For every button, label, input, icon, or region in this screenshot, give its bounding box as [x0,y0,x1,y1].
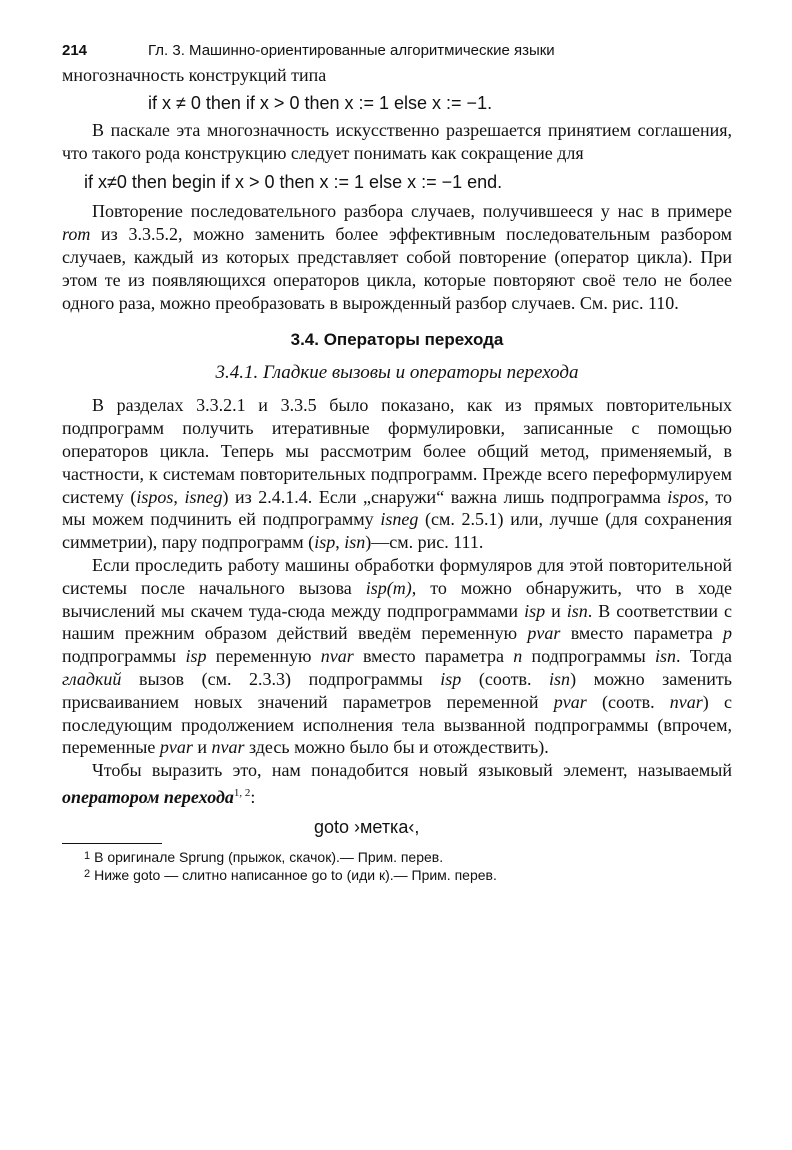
text: (см. 2.5.1) или, лучше (для сохранения симметрии), пару подпрограмм ( [62,509,732,553]
text: вызов (см. 2.3.3) подпрограммы [121,668,441,689]
text: , то можно обнаружить, что в ходе вычислений мы скачем туда-сюда между подпрограммами [62,577,732,621]
identifier: isp [185,646,207,667]
identifier: isneg [380,509,419,530]
identifier: nvar [669,691,703,712]
identifier: ispos [136,486,174,507]
running-header [62,38,732,64]
text: )—см. рис. 111. [365,532,484,553]
term-goto-operator: оператором перехода [62,786,234,807]
identifier: isn [566,600,588,621]
subsection-title: 3.4.1. Гладкие вызовы и операторы перехода [215,362,579,384]
text: (соотв. [461,668,550,689]
text: подпрограммы [62,646,186,667]
page-number: 214 [62,42,88,59]
identifier-rom: rom [62,224,91,245]
formula-2: if x≠0 then begin if x > 0 then x := 1 else x := −1 end. [84,172,503,193]
identifier: pvar [527,623,561,644]
text: и [545,600,567,621]
footnote-divider [62,843,162,844]
paragraph-3 [62,200,732,314]
identifier: isneg [184,486,223,507]
page [62,38,732,884]
term-smooth: гладкий [62,668,122,689]
paragraph-1: многозначность конструкций типа [62,65,327,85]
text: и [192,737,212,758]
text: В разделах 3.3.2.1 и 3.3.5 было показано, как из прямых повторительных подпрограмм получить итеративные формулировки, записанные с помощью операторов цикла. Теперь мы рассмотрим более общий метод, применяемый, в частности, к системам повторительных подпрограмм. Прежде всего переформулируем систему ( [62,395,732,507]
identifier: isp [440,668,462,689]
text: здесь можно было бы и отождествить). [244,737,549,758]
text: ) можно заменить присваиванием новых значений параметров переменной [62,668,732,712]
text: Повторение последовательного разбора случаев, получившееся у нас в примере [92,201,732,222]
text: (соотв. [586,691,670,712]
footnote-1 [62,848,732,866]
text: , [335,532,345,553]
section-title: 3.4. Операторы перехода [290,330,504,350]
text: ) с последующим продолжением исполнения тела вызванной подпрограммы (впрочем, переменные [62,691,732,758]
running-title: Гл. 3. Машинно-ориентированные алгоритмические языки [148,42,555,59]
identifier: n [513,646,523,667]
identifier: p [722,623,732,644]
paragraph-4 [62,394,732,554]
footnote-ref: 1, 2 [233,786,251,799]
text: Чтобы выразить это, нам понадобится новый языковый элемент, называемый [92,760,732,781]
text: . В соответствии с нашим прежним образом действий введём переменную [62,600,732,644]
text: , то мы можем подчинить ей подпрограмму [62,486,732,530]
text: , [173,486,185,507]
footnote-number: 2 [84,867,91,880]
identifier: pvar [159,737,193,758]
footnote-2 [62,866,732,884]
text: из 3.3.5.2, можно заменить более эффективным последовательным разбором случаев, каждый из которых представляет собой повторение (оператор цикла). При этом те из появляющихся операторов цикла, которые повторяют своё тело не более одного раза, можно преобразовать в вырожденный разбор случаев. См. рис. 110. [62,224,732,313]
paragraph-5 [62,554,732,759]
paragraph-6 [62,759,732,809]
identifier: isp [314,532,336,553]
text: . Тогда [675,646,732,667]
identifier: isp(m) [365,577,412,598]
text: : [250,786,256,807]
identifier: isn [654,646,676,667]
text: Если проследить работу машины обработки формуляров для этой повторительной системы после начального вызова [62,554,732,598]
text: переменную [206,646,321,667]
formula-goto: goto ›метка‹, [314,816,420,837]
identifier: isn [344,532,366,553]
footnote-text: Ниже goto — слитно написанное go to (иди к).— Прим. перев. [94,866,497,883]
identifier: isp [524,600,546,621]
text: вместо параметра [560,623,723,644]
identifier: pvar [553,691,587,712]
identifier: ispos [667,486,705,507]
identifier: nvar [211,737,245,758]
identifier: isn [549,668,571,689]
text: ) из 2.4.1.4. Если „снаружи“ важна лишь подпрограмма [222,486,668,507]
footnote-number: 1 [84,849,91,862]
paragraph-2: В паскале эта многозначность искусственно разрешается принятием соглашения, что такого рода конструкцию следует понимать как сокращение для [62,119,732,163]
formula-1: if x ≠ 0 then if x > 0 then x := 1 else x := −1. [148,92,493,113]
identifier: nvar [320,646,354,667]
text: подпрограммы [522,646,655,667]
footnote-text: В оригинале Sprung (прыжок, скачок).— Прим. перев. [94,848,444,865]
text: вместо параметра [353,646,514,667]
